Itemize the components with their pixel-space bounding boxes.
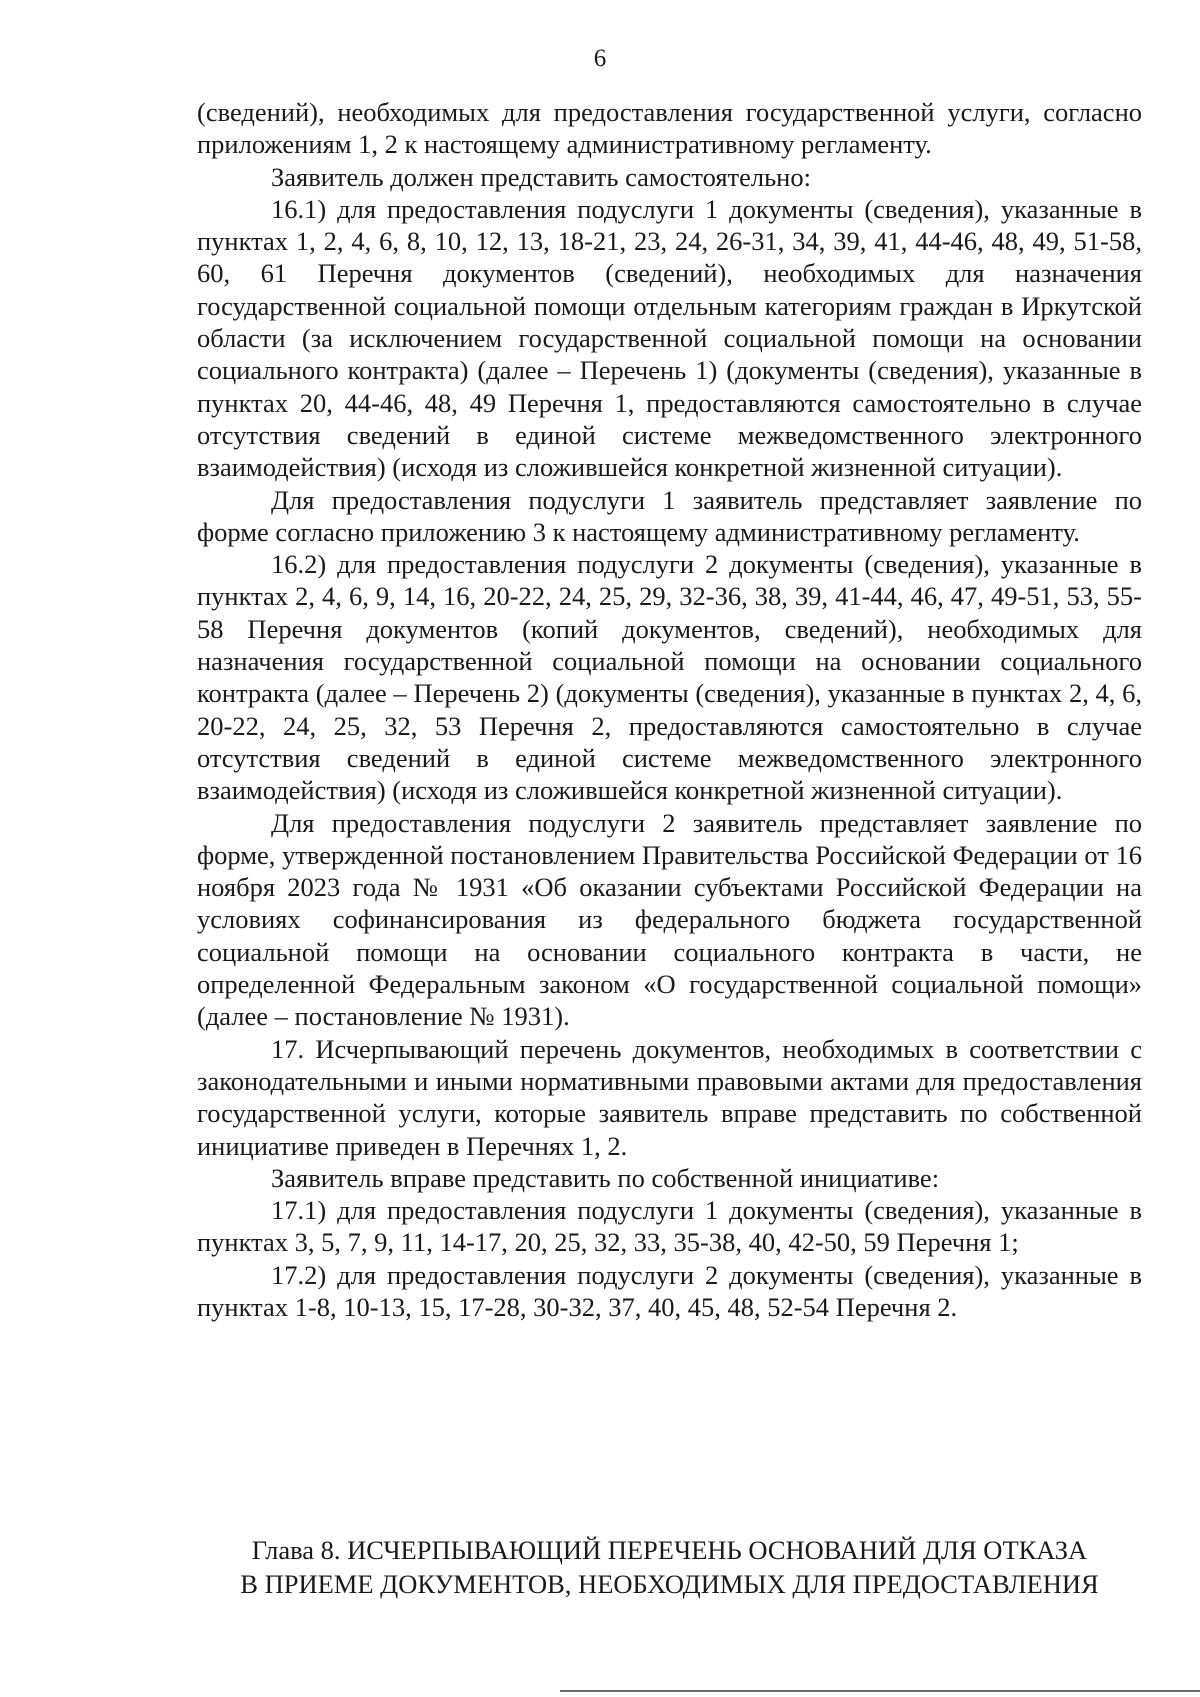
chapter-heading-line-2: В ПРИЕМЕ ДОКУМЕНТОВ, НЕОБХОДИМЫХ ДЛЯ ПРЕДОСТАВЛЕНИЯ [240, 1569, 1099, 1599]
chapter-heading-line-1: Глава 8. ИСЧЕРПЫВАЮЩИЙ ПЕРЕЧЕНЬ ОСНОВАНИЙ ДЛЯ ОТКАЗА [251, 1535, 1088, 1565]
chapter-heading [197, 1533, 1142, 1601]
paragraph-17: 17. Исчерпывающий перечень документов, необходимых в соответствии с законодательными и иными нормативными правовыми актами для предоставления государственной услуги, которые заявитель вправе представить по собственной инициативе приведен в Перечнях 1, 2. [197, 1033, 1142, 1161]
paragraph-applicant-must-submit: Заявитель должен представить самостоятельно: [271, 161, 811, 192]
paragraph-continuation: (сведений), необходимых для предоставления государственной услуги, согласно приложениям 1, 2 к настоящему административному регламенту. [197, 97, 1142, 160]
paragraph-17-1: 17.1) для предоставления подуслуги 1 документы (сведения), указанные в пунктах 3, 5, 7, 9, 11, 14-17, 20, 25, 32, 33, 35-38, 40, 42-50, 59 Перечня 1; [197, 1195, 1142, 1258]
paragraph-16-2: 16.2) для предоставления подуслуги 2 документы (сведения), указанные в пунктах 2, 4, 6, 9, 14, 16, 20-22, 24, 25, 29, 32-36, 38, 39, 41-44, 46, 47, 49-51, 53, 55-58 Перечня документов (копий документов, сведений), необходимых для назначения государственной социальной помощи на основании социального контракта (далее – Перечень 2) (документы (сведения), указанные в пунктах 2, 4, 6, 20-22, 24, 25, 32, 53 Перечня 2, предоставляются самостоятельно в случае отсутствия сведений в единой системе межведомственного электронного взаимодействия) (исходя из сложившейся конкретной жизненной ситуации). [197, 549, 1142, 806]
paragraph-16-1: 16.1) для предоставления подуслуги 1 документы (сведения), указанные в пунктах 1, 2, 4, 6, 8, 10, 12, 13, 18-21, 23, 24, 26-31, 34, 39, 41, 44-46, 48, 49, 51-58, 60, 61 Перечня документов (сведений), необходимых для назначения государственной социальной помощи отдельным категориям граждан в Иркутской области (за исключением государственной социальной помощи на основании социального контракта) (далее – Перечень 1) (документы (сведения), указанные в пунктах 20, 44-46, 48, 49 Перечня 1, предоставляются самостоятельно в случае отсутствия сведений в единой системе межведомственного электронного взаимодействия) (исходя из сложившейся конкретной жизненной ситуации). [197, 193, 1142, 483]
page-number: 6 [593, 45, 607, 72]
paragraph-applicant-may-submit: Заявитель вправе представить по собственной инициативе: [271, 1162, 940, 1193]
paragraph-17-2: 17.2) для предоставления подуслуги 2 документы (сведения), указанные в пунктах 1-8, 10-13, 15, 17-28, 30-32, 37, 40, 45, 48, 52-54 Перечня 2. [197, 1259, 1142, 1322]
paragraph-subservice-2-application: Для предоставления подуслуги 2 заявитель представляет заявление по форме, утвержденной постановлением Правительства Российской Федерации от 16 ноября 2023 года № 1931 «Об оказании субъектами Российской Федерации на условиях софинансирования из федерального бюджета государственной социальной помощи на основании социального контракта в части, не определенной Федеральным законом «О государственной социальной помощи» (далее – постановление № 1931). [197, 807, 1142, 1032]
document-body [197, 96, 1142, 1323]
paragraph-subservice-1-application: Для предоставления подуслуги 1 заявитель представляет заявление по форме согласно приложению 3 к настоящему административному регламенту. [197, 484, 1142, 547]
scan-edge-line [560, 1690, 1200, 1692]
